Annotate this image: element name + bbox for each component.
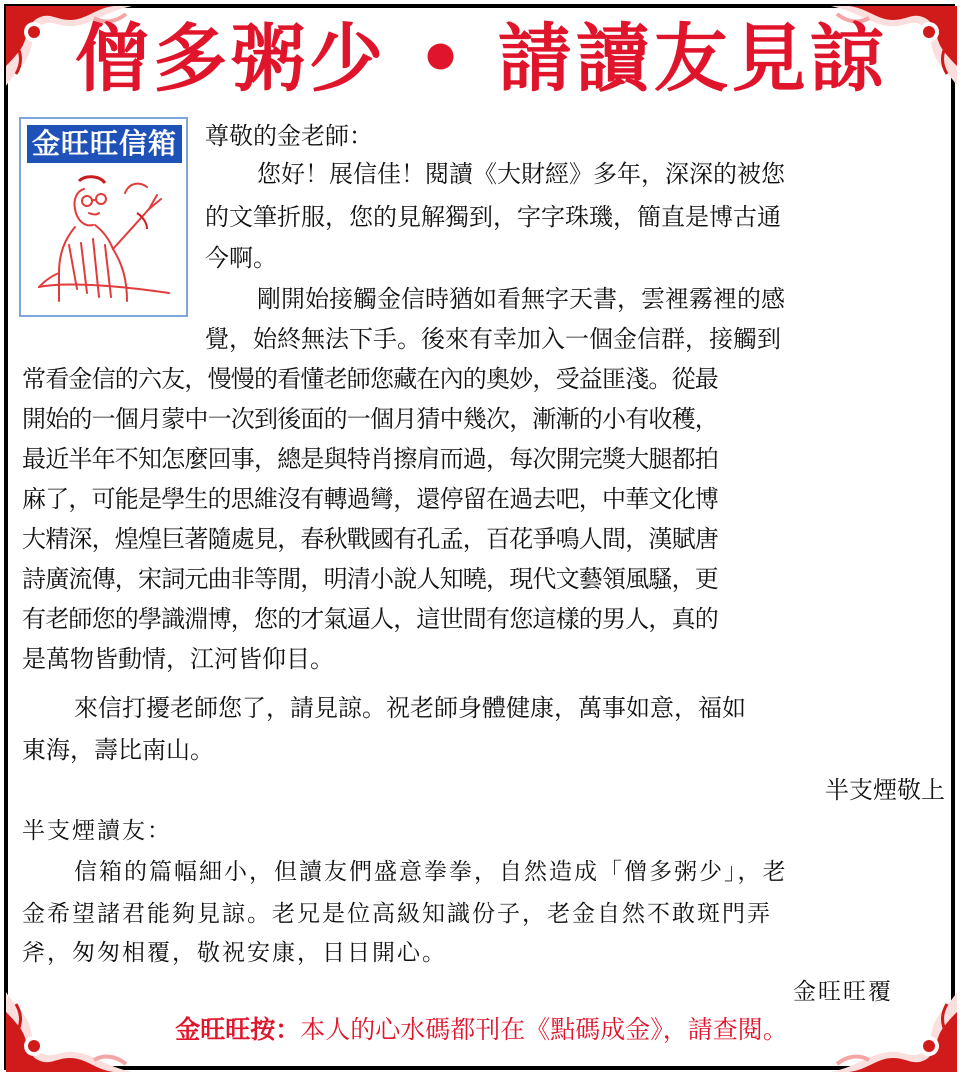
- letter-line: 您好！展信佳！閱讀《大財經》多年，深深的被您: [257, 160, 785, 188]
- headline: 僧多粥少 • 請讀友見諒: [75, 16, 888, 102]
- reply-line: 信箱的篇幅細小，但讀友們盛意拳拳，自然造成「僧多粥少」，老: [74, 859, 788, 885]
- letter-line: 來信打擾老師您了，請見諒。祝老師身體健康，萬事如意，福如: [74, 694, 746, 722]
- letter-line: 麻了，可能是學生的思維沒有轉過彎，還停留在過去吧，中華文化博: [22, 485, 718, 513]
- cartoon-caricature-icon: [29, 169, 184, 314]
- letter-line: 常看金信的六友，慢慢的看懂老師您藏在內的奧妙，受益匪淺。從最: [22, 365, 718, 393]
- letter-line: 覺，始終無法下手。後來有幸加入一個金信群，接觸到: [205, 325, 781, 353]
- letter-line: 是萬物皆動情，江河皆仰目。: [22, 645, 334, 673]
- letter-line: 大精深，煌煌巨著隨處見，春秋戰國有孔孟，百花爭鳴人間，漢賦唐: [22, 525, 718, 553]
- letter-salutation: 尊敬的金老師：: [205, 122, 373, 150]
- reply-signature: 金旺旺覆: [793, 979, 893, 1005]
- letter-line: 最近半年不知怎麼回事，總是與特肖擦肩而過，每次開完獎大腿都拍: [22, 445, 718, 473]
- letter-line: 東海，壽比南山。: [22, 736, 214, 764]
- letter-signature: 半支煙敬上: [825, 776, 945, 804]
- column-logo: [19, 117, 188, 317]
- letter-line: 有老師您的學識淵博，您的才氣逼人，這世間有您這樣的男人，真的: [22, 605, 718, 633]
- reply-salutation: 半支煙讀友：: [22, 818, 172, 844]
- letter-line: 剛開始接觸金信時猶如看無字天書，雲裡霧裡的感: [257, 285, 785, 313]
- editor-note: [0, 1010, 963, 1050]
- letter-line: 今啊。: [205, 244, 277, 272]
- reply-line: 斧，匆匆相覆，敬祝安康，日日開心。: [22, 940, 447, 966]
- letter-line: 的文筆折服，您的見解獨到，字字珠璣，簡直是博古通: [205, 203, 781, 231]
- column-logo-title: 金旺旺信箱: [27, 125, 182, 163]
- editor-note-label: 金旺旺按：: [175, 1015, 301, 1044]
- editor-note-text: 本人的心水碼都刊在《點碼成金》，請查閱。: [300, 1015, 788, 1044]
- letter-line: 詩廣流傳，宋詞元曲非等閒，明清小說人知曉，現代文藝領風騷，更: [22, 565, 718, 593]
- reply-line: 金希望諸君能夠見諒。老兄是位高級知識份子，老金自然不敢斑門弄: [22, 901, 772, 927]
- letter-line: 開始的一個月蒙中一次到後面的一個月猜中幾次，漸漸的小有收穫，: [22, 405, 718, 433]
